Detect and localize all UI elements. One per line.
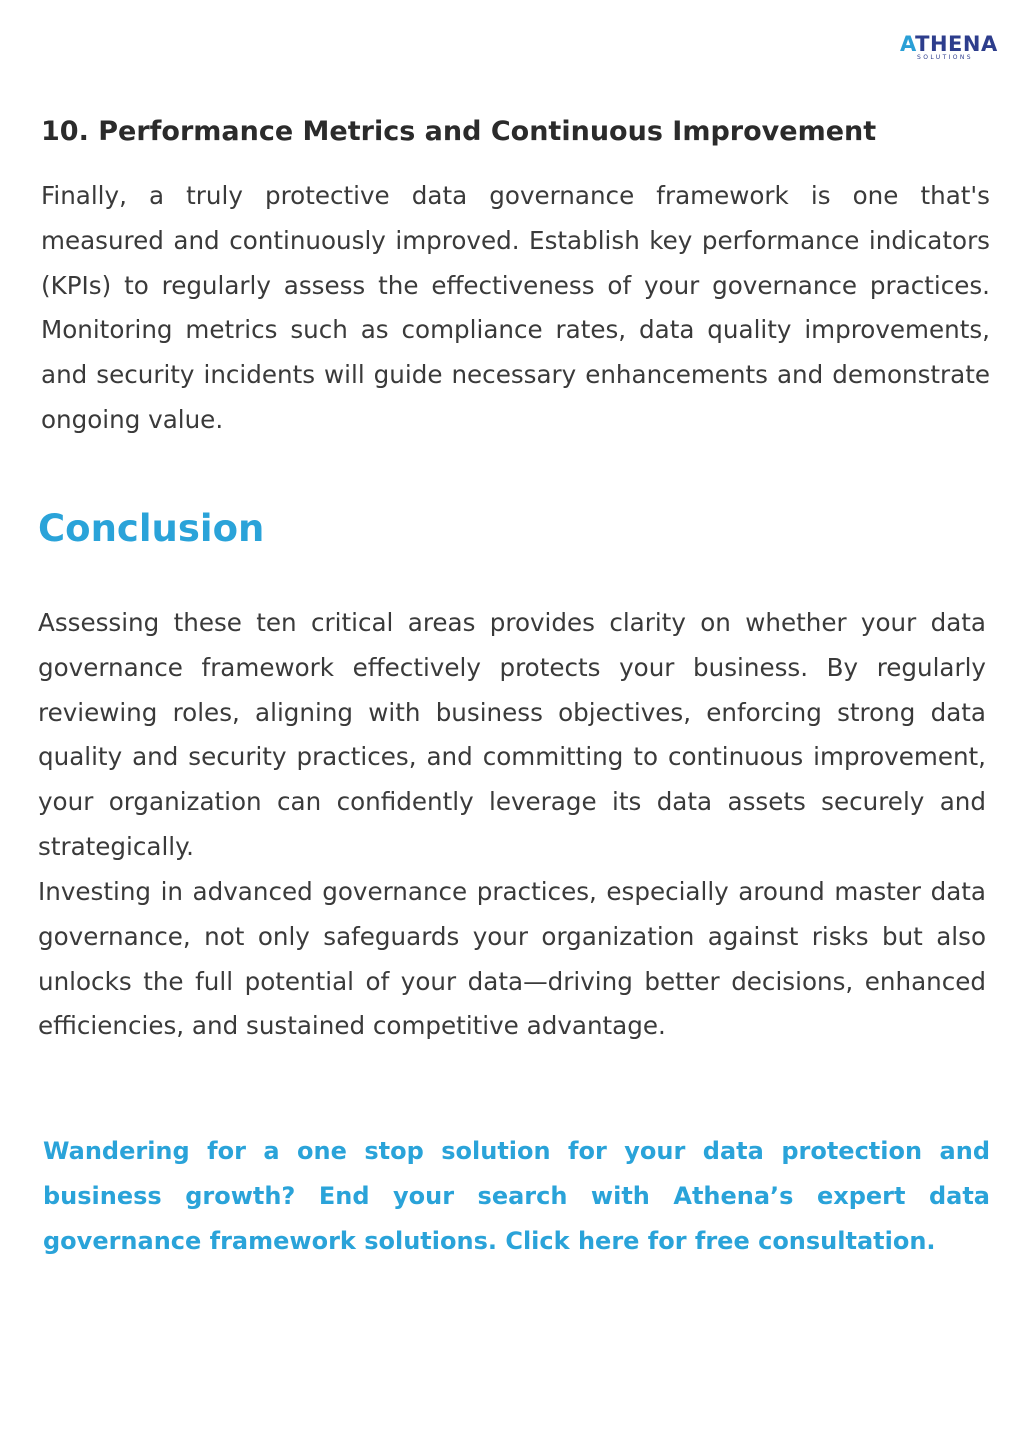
section-heading: 10. Performance Metrics and Continuous Improvement [41, 116, 877, 147]
athena-logo[interactable] [900, 32, 998, 63]
logo-first-letter: A [900, 32, 916, 56]
logo-rest: THENA [915, 32, 998, 56]
conclusion-heading: Conclusion [38, 507, 265, 550]
logo-wordmark [900, 33, 998, 55]
conclusion-paragraph-2: Investing in advanced governance practices, especially around master data governance, not only safeguards your organization against risks but also unlocks the full potential of your data—driving better decisions, enhanced efficiencies, and sustained competitive advantage. [38, 877, 986, 1041]
logo-subtitle: SOLUTIONS [917, 54, 974, 61]
conclusion-paragraph-1: Assessing these ten critical areas provides clarity on whether your data governance framework effectively protects your business. By regularly reviewing roles, aligning with business objectives, enforcing strong data quality and security practices, and committing to continuous improvement, your organization can confidently leverage its data assets securely and strategically. [38, 608, 986, 861]
consultation-cta-link[interactable]: Wandering for a one stop solution for your data protection and business growth? End your search with Athena’s expert data governance framework solutions. Click here for free consultation. [43, 1137, 990, 1255]
section-body: Finally, a truly protective data governance framework is one that's measured and continuously improved. Establish key performance indicators (KPIs) to regularly assess the effectiveness of your governance practices. Monitoring metrics such as compliance rates, data quality improvements, and security incidents will guide necessary enhancements and demonstrate ongoing value. [41, 181, 990, 434]
